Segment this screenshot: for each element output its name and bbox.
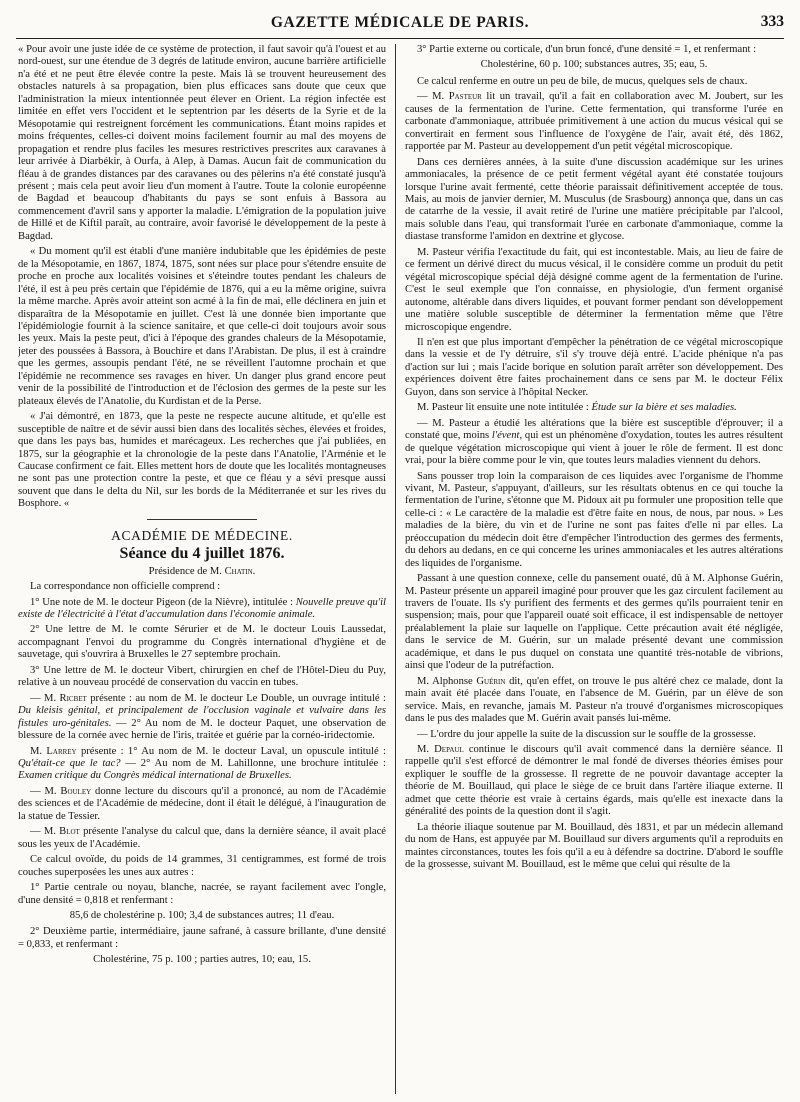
page-header	[16, 12, 784, 39]
paragraph: 2° Deuxième partie, intermédiaire, jaune safrané, à cassure brillante, d'une densité = 0,833, et renfermant :	[18, 926, 386, 950]
work-title: Nouvelle preuve qu'il existe de l'électricité à l'état d'accumulation dans l'économie animale.	[18, 596, 386, 621]
text-run: — 2° Au nom de M. Lahillonne, une brochure intitulée :	[125, 758, 386, 770]
paragraph: M. Larrey présente : 1° Au nom de M. le docteur Laval, un opuscule intitulé : Qu'était-ce que le tac? — 2° Au nom de M. Lahillonne, une brochure intitulée : Examen critique du Congrès médical international de Bruxelles.	[18, 745, 386, 782]
paragraph: — M. Ricbet présente : au nom de M. le docteur Le Double, un ouvrage intitulé : Du kleisis génital, et principalement de l'occlusion vaginale et vulvaire dans les fistules uro-génitales. — 2° Au nom de M. le docteur Paquet, une observation de blessure de la cornée avec hernie de l'iris, traitée et guérie par la cornéo-iridectomie.	[18, 692, 386, 742]
text-run: présente : au nom de M. le docteur Le Double, un ouvrage intitulé :	[90, 692, 386, 704]
paragraph: M. Pasteur vérifia l'exactitude du fait, qui est incontestable. Mais, au lieu de faire de ce ferment un dérivé direct du mucus vésical, il le considère comme un produit du petit végétal microscopique spécial déjà désigné comme agent de la fermentation de l'urine. C'est le seul exemple que l'on connaisse, en physiologie, d'un ferment organisé autonome, altérable dans divers liquides, et pouvant former pendant son développement une matière soluble susceptible de déterminer la fermentation même que l'être microscopique engendre.	[405, 246, 783, 333]
paragraph: — M. Pasteur lit un travail, qu'il a fait en collaboration avec M. Joubert, sur les causes de la fermentation de l'urine. Cette fermentation, qui transforme l'urée en carbonate d'ammoniaque, attribuée primitivement à une action du mucus vésical qui se convertirait en ferment sous l'influence de l'oxygène de l'air, avait été, dès 1862, rapportée par M. Pasteur au developpement d'un petit végétal microscopique.	[405, 91, 783, 153]
text-run: — M. Pasteur a étudié les altérations que la bière est susceptible d'éprouver; il a constaté que, moins	[405, 417, 783, 442]
paragraph: 3° Une lettre de M. le docteur Vibert, chirurgien en chef de l'Hôtel-Dieu du Puy, relative à un nouveau procédé de conservation du vaccin en tubes.	[18, 664, 386, 689]
paragraph: 1° Partie centrale ou noyau, blanche, nacrée, se rayant facilement avec l'ongle, d'une densité = 0,818 et renfermant :	[18, 882, 386, 906]
paragraph: — L'ordre du jour appelle la suite de la discussion sur le souffle de la grossesse.	[417, 728, 756, 740]
paragraph: 3° Partie externe ou corticale, d'un brun foncé, d'une densité = 1, et renfermant :	[417, 44, 757, 55]
composition-line: Cholestérine, 75 p. 100 ; parties autres, 10; eau, 15.	[93, 954, 311, 966]
speaker-name: Depaul	[434, 744, 464, 756]
speaker-name: Larrey	[46, 745, 77, 757]
presidence-text: Présidence de M.	[148, 565, 222, 577]
paragraph: Passant à une question connexe, celle du pansement ouaté, dû à M. Alphonse Guérin, M. Pasteur présente un appareil imaginé pour prouver que les gaz circulent facilement au travers de l'ouate. Ils s'y purifient des ferments et des germes qu'ils pourraient tenir en suspension; mais, pour que l'appareil ouaté soit efficace, il est indispensable de nettoyer préalablement la plaie sur laquelle on l'applique. Cette précaution avait été négligée, dans le service de M. Guérin, sur un malade présenté devant une commission académique, et dans le pus duquel on constata une quantité très-notable de vibrions, ainsi que l'odeur de la putréfaction.	[405, 573, 783, 672]
work-title: Examen critique du Congrès médical international de Bruxelles.	[18, 770, 292, 782]
text-run: lit un travail, qu'il a fait en collaboration avec M. Joubert, sur les causes de la fermentation de l'urine. Cette fermentation, qui transforme l'urée en carbonate d'ammoniaque, attribuée primitivement à une action du mucus vésical qui se convertirait en ferment sous l'influence de l'oxygène de l'air, avait été, dès 1862, rapportée par M. Pasteur au developpement d'un petit végétal microscopique.	[405, 91, 783, 153]
presidence-line	[18, 566, 386, 578]
text-run: 1° Une note de M. le docteur Pigeon (de la Nièvre), intitulée :	[30, 596, 293, 608]
session-heading: Séance du 4 juillet 1876.	[119, 545, 285, 563]
speaker-name: Guérin	[476, 675, 506, 687]
paragraph: Ce calcul ovoïde, du poids de 14 grammes, 31 centigrammes, est formé de trois couches superposées les unes aux autres :	[18, 854, 386, 878]
paragraph: M. Depaul continue le discours qu'il avait commencé dans la dernière séance. Il rappelle qu'il s'est efforcé de démontrer le mal fondé de diverses théories émises pour expliquer le souffle de la grossesse. Il regrette de ne pouvoir davantage accepter la théorie de M. Bouillaud, qui place le siège de ce bruit dans l'artère iliaque externe. Il admet que cette théorie est vraie à certains égards, mais qu'elle est inexacte dans la généralité des points de la question dont il s'agit.	[405, 744, 783, 818]
text-run: dit, qu'en effet, on trouve le pus altéré chez ce malade, dont la main avait été placée dans l'ouate, en l'absence de M. Guérin, par un élève de son service. Mais, en revanche, jamais M. Pasteur n'a trouvé d'organismes microscopiques dans le pus des malades que M. Guérin avait pansés lui-même.	[405, 675, 783, 725]
paragraph: — M. Bouley donne lecture du discours qu'il a prononcé, au nom de l'Académie des sciences et de l'Académie de médecine, dont il était le délégué, à l'inauguration de la statue de Tessier.	[18, 785, 386, 822]
paragraph: « Du moment qu'il est établi d'une manière indubitable que les épidémies de peste de la Mésopotamie, en 1867, 1874, 1875, sont nées sur place pour s'étendre ensuite de proche en proche aux localités voisines et s'éteindre toutes pendant les chaleurs de l'été, il est à peu près certain que l'épidémie de 1876, qui a eu la même origine, suivra la même marche. Après avoir atteint son acmé à la fin de mai, elle déclinera en juin et disparaîtra de la Mésopotamie en juillet. C'est là une donnée bien importante que l'épidémiologie fournit à la science sanitaire, et que celle-ci doit toujours avoir sous les yeux. Mais la peste peut, d'ici à l'époque des grandes chaleurs de la Mésopotamie, jeter des poussées à Bassora, à Bouchire et dans l'Arabistan. De plus, il est à craindre que les germes, assoupis pendant l'été, ne se réveillent l'automne prochain et que l'épidémie ne recommence ses ravages en hiver. Un danger plus grand encore peut venir de la possibilité de l'introduction et de l'éclosion des germes de la peste sur les plateaux élevés de l'Anatolie, du Kurdistan et de la Perse.	[18, 246, 386, 407]
journal-title: GAZETTE MÉDICALE DE PARIS.	[270, 14, 530, 31]
paragraph	[405, 418, 783, 468]
left-column	[18, 44, 386, 1094]
emphasis: l'évent	[491, 430, 520, 442]
work-title: Étude sur la bière et ses maladies.	[591, 402, 737, 414]
text-run: , qui est un phénomène d'oxydation, toutes les autres résultent de quelque végétation microscopique qui vient à jouer le rôle de ferment. Il est donc vrai, pour la bière comme pour le vin, que toutes leurs maladies viennent du dehors.	[405, 430, 783, 467]
paragraph	[18, 597, 386, 622]
text-run: présente : 1° Au nom de M. le docteur Laval, un opuscule intitulé :	[80, 745, 386, 757]
paragraph: La théorie iliaque soutenue par M. Bouillaud, dès 1831, et par un médecin allemand du nom de Hans, est appuyée par M. Bouillaud sur divers arguments qu'il a reproduits en maintes circonstances, toutes les fois qu'il a eu à défendre sa doctrine. D'abord le souffle de la grossesse, suivant M. Bouillaud, est le même que celui qui résulte de la	[405, 821, 783, 871]
section-heading: ACADÉMIE DE MÉDECINE.	[111, 527, 293, 543]
paragraph: Dans ces dernières années, à la suite d'une discussion académique sur les urines ammoniacales, la présence de ce petit ferment végétal ayant été constatée toujours lorsque l'urine avait fermenté, cette théorie paraissait définitivement acceptée de tous. Mais, au mois de janvier dernier, M. Musculus (de Srasbourg) annonça que, dans un cas de catarrhe de la vessie, il avait retiré de l'urine une matière précipitable par l'alcool, mais soluble dans l'eau, qui transformait l'urée en carbonate d'ammoniaque, comme la diastase transforme l'amidon en dextrine et glycose.	[405, 156, 783, 243]
text-run: — 2° Au nom de M. le docteur Paquet, une observation de blessure de la cornée avec hernie de l'iris, traitée et guérie par la cornéo-iridectomie.	[18, 717, 386, 742]
page-number: 333	[760, 13, 784, 30]
paragraph: « J'ai démontré, en 1873, que la peste ne respecte aucune altitude, et qu'elle est susceptible de naître et de sévir aussi bien dans des localités sèches, élevées et froides, que dans les pays bas, humides et marécageux. Les recherches que j'ai publiées, en 1875, sur la géographie et la chronologie de la peste dans l'Anatolie, l'Arménie et le Caucase confirment ce fait. Elles mettent hors de doute que les localités montagneuses ne sont pas une protection contre la peste, et que ce fléau y a sévi presque aussi souvent que dans le delta du Nil, sur les bords de la Méditerranée et sur les rives du Bosphore. «	[18, 411, 386, 510]
paragraph: La correspondance non officielle comprend :	[30, 581, 221, 593]
composition-line: 85,6 de cholestérine p. 100; 3,4 de substances autres; 11 d'eau.	[69, 910, 335, 921]
speaker-name: Bouley	[60, 785, 92, 797]
paragraph	[405, 676, 783, 726]
text-run: donne lecture du discours qu'il a prononcé, au nom de l'Académie des sciences et de l'Académie de médecine, dont il était le délégué, à l'inauguration de la statue de Tessier.	[18, 785, 386, 822]
work-title: Qu'était-ce que le tac?	[18, 758, 121, 770]
president-name: Chatin.	[224, 565, 256, 577]
paragraph: — M. Blot présente l'analyse du calcul que, dans la dernière séance, il avait placé sous les yeux de l'Académie.	[18, 826, 386, 850]
paragraph: Sans pousser trop loin la comparaison de ces liquides avec l'organisme de l'homme vivant, M. Pasteur, s'appuyant, d'ailleurs, sur les résultats obtenus en ce qui touche la fermentation de l'urine, s'étonne que M. Pidoux ait pu formuler une proposition telle que celle-ci : « Le caractère de la maladie est d'être faite en nous, de nous, par nous. » Les maladies de la bière, du vin et de l'urine ne sont pas faites d'elle ni par elles. La préoccupation du médecin doit être d'empêcher l'introduction des germes des ferments, du dehors au dedans, en ce qui concerne les urines ammoniacales et les autres altérations des liquides de l'organisme.	[405, 470, 783, 569]
speaker-name: Pasteur	[448, 91, 482, 103]
work-title: Du kleisis génital, et principalement de l'occlusion vaginale et vulvaire dans les fistules uro-génitales.	[18, 705, 386, 729]
section-rule	[147, 519, 257, 520]
paragraph	[405, 402, 783, 414]
column-divider	[395, 44, 396, 1094]
composition-line: Cholestérine, 60 p. 100; substances autres, 35; eau, 5.	[480, 59, 708, 71]
paragraph: 2° Une lettre de M. le comte Sérurier et de M. le docteur Louis Laussedat, accompagnant l'envoi du programme du Congrès international d'hygiène et de sauvetage, qui s'ouvrira à Bruxelles le 27 septembre prochain.	[18, 624, 386, 661]
text-run: continue le discours qu'il avait commencé dans la dernière séance. Il rappelle qu'il s'est efforcé de démontrer le mal fondé de diverses théories émises pour expliquer le souffle de la grossesse. Il regrette de ne pouvoir davantage accepter la théorie de M. Bouillaud, qui place le siège de ce bruit dans l'artère iliaque externe. Il admet que cette théorie est vraie à certains égards, mais qu'elle est inexacte dans la généralité des points de la question dont il s'agit.	[405, 744, 783, 818]
text-run: M. Pasteur lit ensuite une note intitulée :	[417, 402, 589, 414]
text-run: M. Alphonse	[417, 675, 473, 687]
right-column	[405, 44, 783, 1094]
text-run: présente l'analyse du calcul que, dans la dernière séance, il avait placé sous les yeux de l'Académie.	[18, 826, 386, 850]
paragraph: Il n'en est que plus important d'empêcher la pénétration de ce végétal microscopique dans la vessie et de l'y détruire, s'il s'y trouve déjà entré. L'acide phénique n'a pas d'action sur lui ; mais l'acide borique en solution paraît arrêter son développement. Des expériences doivent être faites prochainement dans ce sens par M. le docteur Félix Guyon, dans son service à l'hôpital Necker.	[405, 336, 783, 398]
speaker-name: Blot	[59, 826, 80, 838]
paragraph: Ce calcul renferme en outre un peu de bile, de mucus, quelques sels de chaux.	[417, 75, 748, 87]
paragraph: « Pour avoir une juste idée de ce système de protection, il faut savoir qu'à l'ouest et au nord-ouest, sur une étendue de 3 degrés de latitude environ, aucune barrière artificielle n'a été et ne peut être élevée contre la peste. Mais là se trouvent heureusement des obstacles naturels à sa propagation, bien plus efficaces sans doute que ceux que l'administration la mieux intentionnée peut élever en Orient. La région infectée est limitée en effet vers l'occident et le septentrion par les déserts de la Syrie et de la Mésopotamie qui restreignent forcément les communications. Étant moins rapides et moins fréquentes, celles-ci doivent moins facilement fournir au mal des moyens de propagation et rendre plus faciles les mesures restrictives prescrites aux caravanes à leur arrivée à Diarbékir, à Ourfa, à Alep, à Damas. Aucun fait de communication du fléau à de grandes distances par des caravanes ou des pèlerins n'a été constaté jusqu'à présent ; mais cela peut avoir lieu d'un moment à l'autre. Toute la colonie européenne de Bagdad et beaucoup d'habitants du pays se sont enfuis à Bassora au commencement d'avril sans y apporter la maladie. L'émigration de la population juive de Hillé et de Kiftil paraît, au contraire, avoir favorisé le développement de la peste à Bagdad.	[18, 44, 386, 242]
speaker-name: Ricbet	[59, 692, 87, 704]
